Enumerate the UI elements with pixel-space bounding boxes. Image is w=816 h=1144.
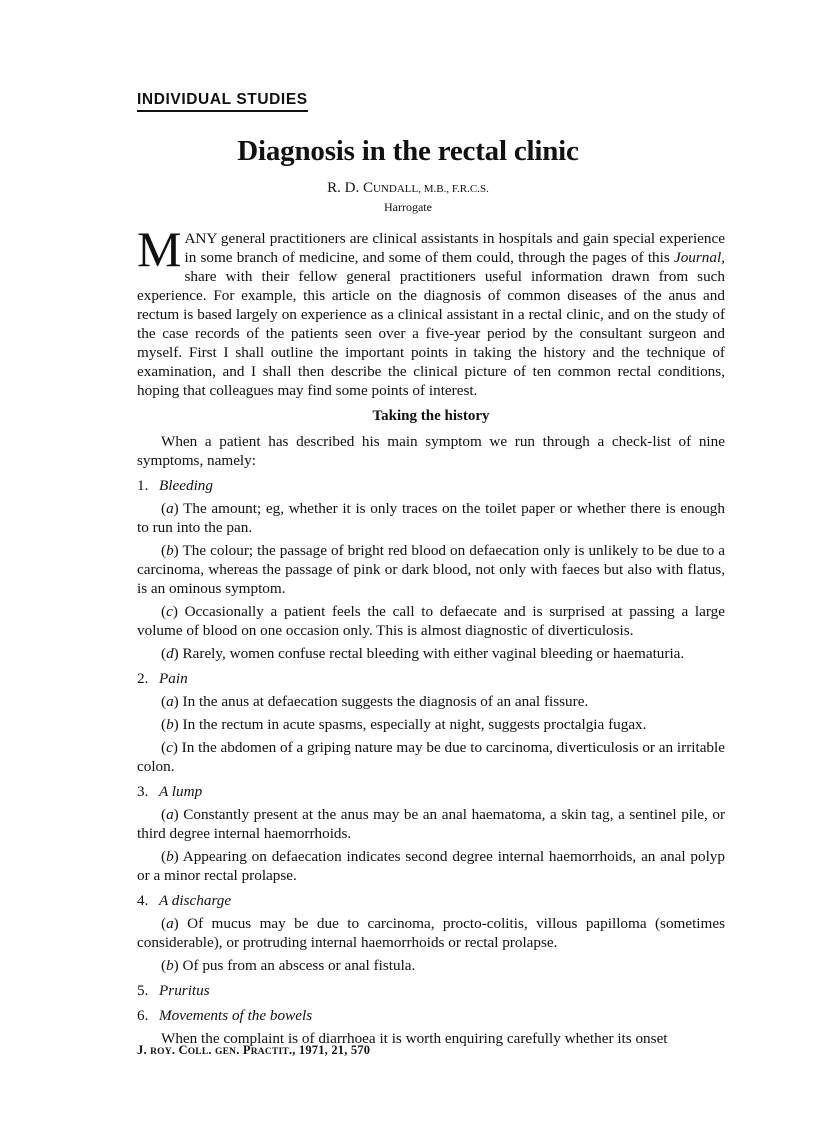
- subitem-close-paren: ): [173, 645, 179, 662]
- symptom-subitem: [137, 738, 725, 776]
- subitem-letter: a: [166, 915, 174, 932]
- subitem-letter: b: [166, 848, 174, 865]
- symptom-number: 1.: [137, 477, 149, 494]
- symptom-number: 4.: [137, 892, 149, 909]
- symptom-number: 3.: [137, 783, 149, 800]
- subitem-close-paren: ): [173, 542, 179, 559]
- symptom-subitem: [137, 499, 725, 537]
- intro-journal: Journal: [673, 249, 722, 266]
- subitem-letter: b: [166, 716, 174, 733]
- author-line: [0, 180, 816, 197]
- footer-dot3: .: [236, 1043, 243, 1057]
- symptom-subitem: [137, 956, 725, 975]
- subitem-close-paren: ): [173, 848, 179, 865]
- subitem-open-paren: (: [161, 716, 167, 733]
- subitem-text: Appearing on defaecation indicates second degree internal haemorrhoids, an anal polyp or a minor rectal prolapse.: [137, 848, 725, 884]
- subitem-close-paren: ): [172, 739, 178, 756]
- article-body: [137, 221, 725, 1048]
- symptom-heading: Movements of the bowels: [159, 1007, 313, 1024]
- intro-first-word: ANY: [184, 230, 217, 247]
- subitem-text: The amount; eg, whether it is only traces on the toilet paper or whether there is enough to run into the pan.: [137, 500, 725, 536]
- intro-paragraph: [137, 221, 725, 400]
- author-degrees: , M.B., F.R.C.S.: [418, 183, 489, 195]
- subitem-open-paren: (: [161, 542, 167, 559]
- drop-cap: M: [137, 221, 182, 277]
- subitem-text: Occasionally a patient feels the call to defaecate and is surprised at passing a large volume of blood on one occasion only. This is almost diagnostic of diverticulosis.: [137, 603, 725, 639]
- footer-p: P: [242, 1043, 251, 1057]
- symptom-heading: Pruritus: [159, 982, 210, 999]
- subitem-close-paren: ): [173, 957, 179, 974]
- subitem-open-paren: (: [161, 739, 167, 756]
- footer-practit: RACTIT: [250, 1047, 289, 1057]
- intro-text-a: general practitioners are clinical assistants in hospitals and gain special experience in some branch of medicine, and some of them could, through the pages of this: [184, 230, 725, 266]
- symptom-item: [137, 891, 725, 910]
- symptom-subitem: [137, 692, 725, 711]
- subitem-letter: a: [166, 806, 174, 823]
- subitem-text: Of mucus may be due to carcinoma, procto-colitis, villous papilloma (sometimes considerable), or protruding internal haemorrhoids or rectal prolapse.: [137, 915, 725, 951]
- subitem-close-paren: ): [172, 603, 178, 620]
- subitem-letter: c: [166, 603, 173, 620]
- symptom-item: [137, 981, 725, 1000]
- symptom-subitem: [137, 715, 725, 734]
- footer-dot1: .: [171, 1043, 179, 1057]
- subitem-close-paren: ): [173, 806, 179, 823]
- subitem-open-paren: (: [161, 645, 167, 662]
- subitem-letter: c: [166, 739, 173, 756]
- subitem-text: Of pus from an abscess or anal fistula.: [178, 957, 416, 974]
- symptom-item: [137, 476, 725, 495]
- section-heading: INDIVIDUAL STUDIES: [137, 91, 308, 112]
- subitem-close-paren: ): [173, 500, 179, 517]
- symptom-subitem: [137, 914, 725, 952]
- subitem-letter: b: [166, 542, 174, 559]
- subitem-text: In the rectum in acute spasms, especially at night, suggests proctalgia fugax.: [178, 716, 647, 733]
- article-title: Diagnosis in the rectal clinic: [237, 135, 579, 167]
- symptom-number: 6.: [137, 1007, 149, 1024]
- symptom-number: 5.: [137, 982, 149, 999]
- symptom-subitem: [137, 644, 725, 663]
- subitem-open-paren: (: [161, 693, 167, 710]
- subitem-text: Rarely, women confuse rectal bleeding with either vaginal bleeding or haematuria.: [178, 645, 685, 662]
- symptom-subitem: [137, 541, 725, 598]
- footer-dot2: .: [208, 1043, 216, 1057]
- subitem-open-paren: (: [161, 806, 167, 823]
- footer-coll-c: C: [178, 1043, 188, 1057]
- subitem-text: The colour; the passage of bright red blood on defaecation only is unlikely to be due to a carcinoma, whereas the passage of pink or dark blood, not only with faeces but also with flatus, is an ominous symptom.: [137, 542, 725, 597]
- symptom-heading: A discharge: [159, 892, 232, 909]
- author-surname: UNDALL: [372, 183, 419, 195]
- footer-roy: ROY: [150, 1047, 172, 1057]
- footer-gen: GEN: [215, 1047, 237, 1057]
- closing-text: When the complaint is of diarrhoea it is worth enquiring carefully whether its onset: [161, 1030, 668, 1047]
- subitem-open-paren: (: [161, 915, 167, 932]
- symptom-heading: A lump: [159, 783, 203, 800]
- symptom-number: 2.: [137, 670, 149, 687]
- author-location: Harrogate: [384, 200, 432, 214]
- subitem-close-paren: ): [173, 915, 179, 932]
- subitem-open-paren: (: [161, 500, 167, 517]
- footer-rest: ., 1971, 21, 570: [288, 1043, 371, 1057]
- subitem-letter: b: [166, 957, 174, 974]
- footer-j: J.: [137, 1043, 151, 1057]
- history-intro: When a patient has described his main symptom we run through a check-list of nine symptoms, namely:: [137, 433, 725, 469]
- symptom-subitem: [137, 847, 725, 885]
- subitem-open-paren: (: [161, 957, 167, 974]
- subitem-close-paren: ): [173, 716, 179, 733]
- citation-footer: [137, 1043, 370, 1058]
- subitem-close-paren: ): [173, 693, 179, 710]
- footer-coll: OLL: [187, 1047, 209, 1057]
- symptom-item: [137, 782, 725, 801]
- symptom-item: [137, 669, 725, 688]
- symptom-heading: Pain: [159, 670, 188, 687]
- intro-text-b: , share with their fellow general practitioners useful information drawn from such experience. For example, this article on the diagnosis of common diseases of the anus and rectum is based largely on experience as a clinical assistant in a rectal clinic, and on the study of the case records of the patients seen over a five-year period by the consultant surgeon and myself. First I shall outline the important points in taking the history and the technique of examination, and I shall then describe the clinical picture of ten common rectal conditions, hoping that colleagues may find some points of interest.: [137, 249, 725, 399]
- symptom-heading: Bleeding: [159, 477, 213, 494]
- subitem-open-paren: (: [161, 603, 167, 620]
- subitem-letter: a: [166, 500, 174, 517]
- subitem-text: Constantly present at the anus may be an anal haematoma, a skin tag, a sentinel pile, or third degree internal haemorrhoids.: [137, 806, 725, 842]
- symptom-subitem: [137, 805, 725, 843]
- subitem-text: In the abdomen of a griping nature may be due to carcinoma, diverticulosis or an irritable colon.: [137, 739, 725, 775]
- subitem-letter: a: [166, 693, 174, 710]
- subitem-open-paren: (: [161, 848, 167, 865]
- history-heading: Taking the history: [372, 408, 490, 424]
- subitem-letter: d: [166, 645, 174, 662]
- author-initials: R. D. C: [327, 180, 373, 196]
- symptom-item: [137, 1006, 725, 1025]
- symptom-list: [137, 476, 725, 1025]
- symptom-subitem: [137, 602, 725, 640]
- subitem-text: In the anus at defaecation suggests the diagnosis of an anal fissure.: [178, 693, 589, 710]
